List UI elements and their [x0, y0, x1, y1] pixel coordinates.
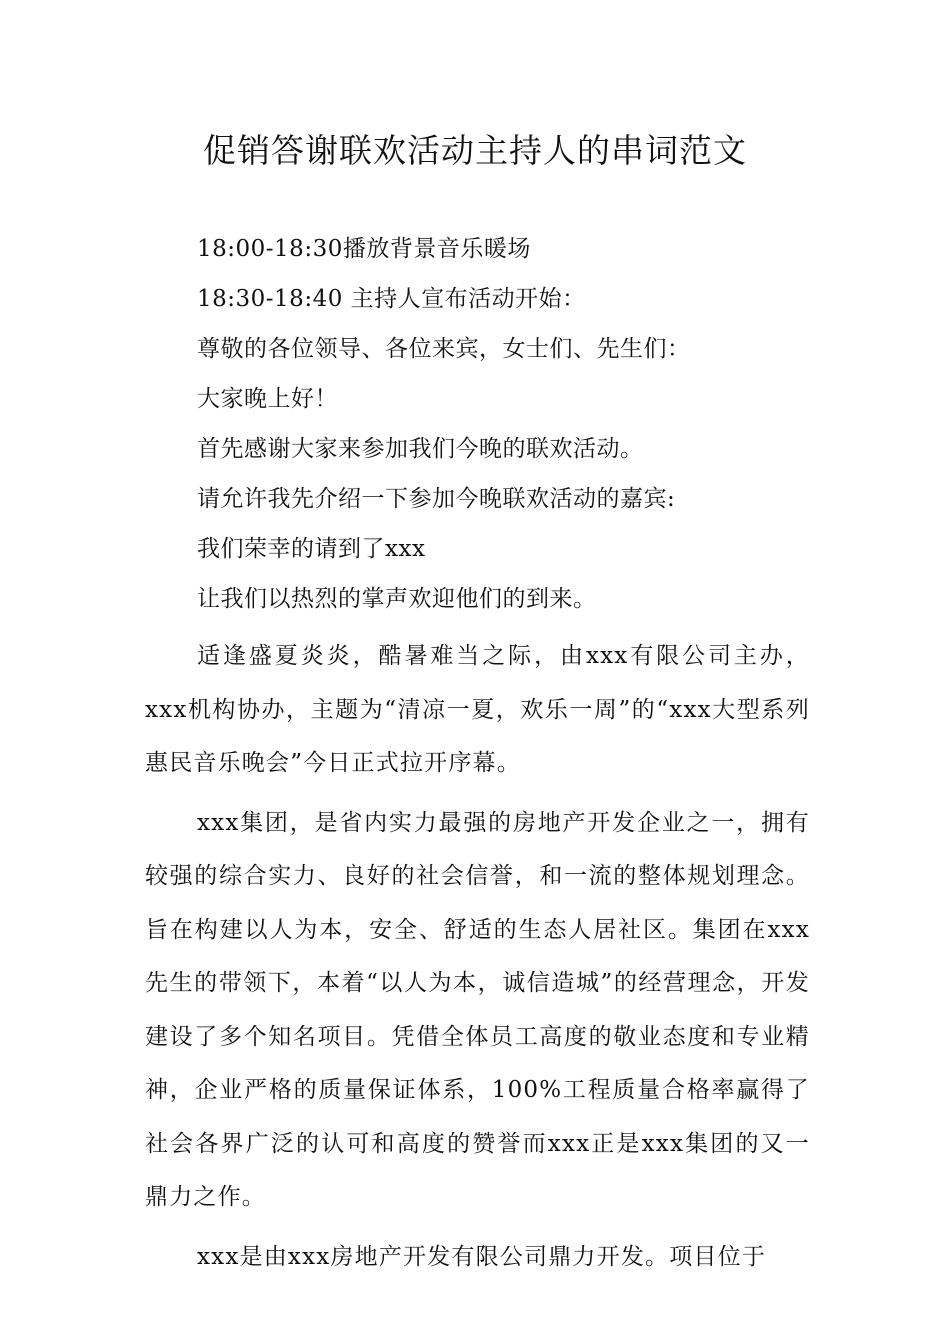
guest-intro-line: 请允许我先介绍一下参加今晚联欢活动的嘉宾: — [197, 486, 676, 512]
schedule-line: 18:30-18:40 主持人宣布活动开始： — [197, 286, 586, 312]
applause-line: 让我们以热烈的掌声欢迎他们的到来。 — [197, 586, 597, 612]
document-body — [145, 224, 810, 1284]
greeting-line: 尊敬的各位领导、各位来宾，女士们、先生们： — [197, 336, 691, 362]
schedule-line: 18:00-18:30播放背景音乐暖场 — [197, 236, 531, 262]
body-paragraph: xxx集团，是省内实力最强的房地产开发企业之一，拥有较强的综合实力、良好的社会信誉，和一流的整体规划理念。旨在构建以人为本，安全、舒适的生态人居社区。集团在xxx先生的带领下，本着“以人为本，诚信造城”的经营理念，开发建设了多个知名项目。凭借全体员工高度的敬业态度和专业精神，企业严格的质量保证体系，100%工程质量合格率赢得了社会各界广泛的认可和高度的赞誉而xxx正是xxx集团的又一鼎力之作。 — [145, 809, 810, 1210]
body-paragraph: xxx是由xxx房地产开发有限公司鼎力开发。项目位于 — [197, 1243, 767, 1270]
greeting-line: 大家晚上好！ — [197, 386, 338, 412]
thanks-line: 首先感谢大家来参加我们今晚的联欢活动。 — [197, 436, 644, 462]
document-title: 促销答谢联欢活动主持人的串词范文 — [203, 131, 747, 170]
body-paragraph: 适逢盛夏炎炎，酷暑难当之际，由xxx有限公司主办，xxx机构协办，主题为“清凉一夏，欢乐一周”的“xxx大型系列惠民音乐晚会”今日正式拉开序幕。 — [145, 643, 810, 776]
guest-line: 我们荣幸的请到了xxx — [197, 536, 426, 562]
